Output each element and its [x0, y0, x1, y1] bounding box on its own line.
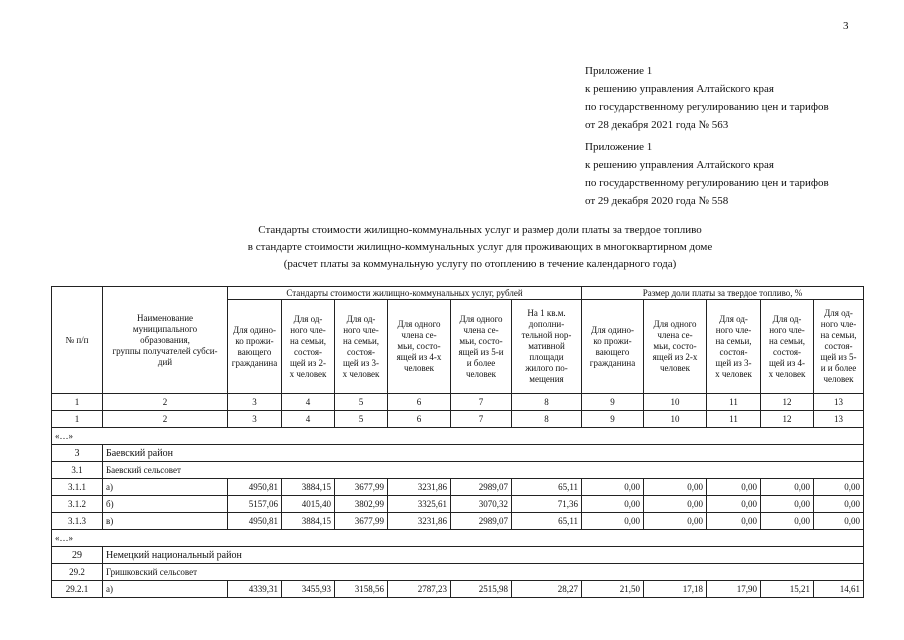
header-line: Для од-	[772, 313, 802, 324]
header-line: состоя-	[719, 346, 748, 357]
value-cell: 4339,31	[228, 581, 282, 598]
header-line: Для од-	[346, 313, 376, 324]
header-line: и и более	[820, 363, 857, 373]
header-line: ящей из 4-х	[396, 352, 442, 362]
header-line: мьи, состо-	[397, 341, 441, 351]
tariff-table	[51, 286, 864, 598]
col-number-cell: 2	[103, 411, 228, 428]
value-cell: 3677,99	[335, 513, 388, 530]
header-line: Для одино-	[591, 324, 634, 335]
header-line: состоя-	[773, 346, 801, 357]
header-line: Для одного	[653, 319, 697, 329]
col-number-cell: 4	[282, 411, 335, 428]
col-number-cell: 7	[451, 394, 512, 411]
header-line: мьи, состо-	[653, 341, 697, 351]
header-line: тельной нор-	[521, 330, 572, 340]
value-cell: 14,61	[814, 581, 864, 598]
value-cell: 71,36	[512, 496, 582, 513]
col-number-cell: 3	[228, 394, 282, 411]
value-cell: 0,00	[814, 479, 864, 496]
table-row	[52, 496, 864, 513]
col-number-cell: 8	[512, 411, 582, 428]
header-col-9	[582, 300, 644, 394]
header-line: образования,	[140, 334, 190, 345]
header-line: ящей из 2-х	[652, 352, 698, 362]
ellipsis-cell: «…»	[52, 530, 864, 547]
appendix-line: Приложение 1	[585, 141, 653, 153]
appendix-block-2	[585, 138, 829, 210]
region-row	[52, 445, 864, 462]
header-line: х человек	[768, 368, 806, 379]
header-line: щей из 4-	[768, 357, 806, 368]
header-line: ящей из 5-и	[458, 346, 504, 357]
header-line: на семьи,	[342, 335, 380, 346]
header-line: мьи, состо-	[459, 335, 503, 346]
row-number: 3.1.2	[52, 496, 103, 513]
header-col-7	[451, 300, 512, 394]
value-cell: 3884,15	[282, 479, 335, 496]
title-line: (расчет платы за коммунальную услугу по отоплению в течение календарного года)	[283, 258, 677, 270]
value-cell: 65,11	[512, 513, 582, 530]
value-cell: 3231,86	[388, 513, 451, 530]
value-cell: 2787,23	[388, 581, 451, 598]
header-col-3	[228, 300, 282, 394]
table-row	[52, 581, 864, 598]
header-line: х человек	[715, 368, 752, 379]
header-line: на семьи,	[715, 335, 752, 346]
header-line: на семьи,	[289, 335, 327, 346]
appendix-line: от 29 декабря 2020 года № 558	[585, 195, 729, 207]
value-cell: 28,27	[512, 581, 582, 598]
value-cell: 0,00	[761, 496, 814, 513]
header-line: человек	[465, 368, 497, 379]
value-cell: 65,11	[512, 479, 582, 496]
header-col-12	[761, 300, 814, 394]
header-col-13	[814, 300, 864, 394]
col-number-cell: 7	[451, 411, 512, 428]
col-number-cell: 9	[582, 394, 644, 411]
col-number-cell: 11	[707, 411, 761, 428]
header-line: члена се-	[401, 330, 437, 340]
region-row	[52, 547, 864, 564]
header-line: человек	[403, 363, 435, 373]
col-number-cell: 8	[512, 394, 582, 411]
document-title	[40, 222, 904, 273]
value-cell: 0,00	[707, 479, 761, 496]
header-line: ного чле-	[290, 324, 326, 335]
header-line: состоя-	[294, 346, 322, 357]
appendix-line: по государственному регулированию цен и тарифов	[585, 177, 829, 189]
row-number: 29.2.1	[52, 581, 103, 598]
row-number: 3.1.3	[52, 513, 103, 530]
header-col-8	[512, 300, 582, 394]
header-line: х человек	[289, 368, 327, 379]
header-line: х человек	[342, 368, 380, 379]
value-cell: 3325,61	[388, 496, 451, 513]
header-line: состоя-	[824, 341, 853, 351]
header-line: Для од-	[719, 313, 748, 324]
header-col-5	[335, 300, 388, 394]
value-cell: 0,00	[644, 479, 707, 496]
col-number-cell: 2	[103, 394, 228, 411]
table-row	[52, 479, 864, 496]
ellipsis-row	[52, 428, 864, 445]
col-number-cell: 3	[228, 411, 282, 428]
header-line: ного чле-	[715, 324, 752, 335]
header-line: дий	[157, 356, 173, 367]
value-cell: 0,00	[814, 496, 864, 513]
appendix-line: Приложение 1	[585, 65, 653, 77]
header-line: щей из 5-	[820, 352, 857, 362]
header-group-costs: Стандарты стоимости жилищно-коммунальных услуг, рублей	[228, 287, 582, 300]
table-row	[52, 513, 864, 530]
header-col-4	[282, 300, 335, 394]
ellipsis-row	[52, 530, 864, 547]
value-cell: 15,21	[761, 581, 814, 598]
header-line: на семьи,	[768, 335, 806, 346]
value-cell: 2989,07	[451, 479, 512, 496]
council-name: Баевский сельсовет	[103, 462, 864, 479]
value-cell: 3070,32	[451, 496, 512, 513]
value-cell: 3455,93	[282, 581, 335, 598]
header-line: человек	[659, 363, 691, 373]
value-cell: 3884,15	[282, 513, 335, 530]
header-line: гражданина	[231, 357, 278, 368]
col-number-cell: 13	[814, 411, 864, 428]
col-number-cell: 10	[644, 394, 707, 411]
row-group: б)	[103, 496, 228, 513]
header-col-6	[388, 300, 451, 394]
row-number: 3.1.1	[52, 479, 103, 496]
value-cell: 3802,99	[335, 496, 388, 513]
header-line: ного чле-	[343, 324, 379, 335]
appendix-block-1	[585, 62, 829, 134]
col-number-cell: 5	[335, 394, 388, 411]
header-line: группы получателей субси-	[112, 345, 218, 356]
header-line: и более	[466, 357, 496, 368]
appendix-line: к решению управления Алтайского края	[585, 83, 774, 95]
header-line: члена се-	[463, 324, 499, 335]
column-number-row	[52, 411, 864, 428]
col-number-cell: 5	[335, 411, 388, 428]
header-line: ко прожи-	[593, 335, 632, 346]
header-line: Наименование	[136, 312, 194, 323]
title-line: в стандарте стоимости жилищно-коммунальных услуг для проживающих в многоквартирном доме	[247, 241, 713, 253]
header-line: на семьи,	[820, 330, 857, 340]
value-cell: 17,18	[644, 581, 707, 598]
col-number-cell: 1	[52, 394, 103, 411]
row-group: а)	[103, 479, 228, 496]
col-number-cell: 6	[388, 394, 451, 411]
col-number-cell: 6	[388, 411, 451, 428]
header-line: мативной	[528, 341, 565, 351]
value-cell: 4950,81	[228, 513, 282, 530]
row-group: в)	[103, 513, 228, 530]
header-line: щей из 3-	[342, 357, 380, 368]
header-line: ко прожи-	[235, 335, 274, 346]
page-number: 3	[843, 20, 849, 32]
council-row	[52, 564, 864, 581]
col-number-cell: 11	[707, 394, 761, 411]
header-line: ного чле-	[820, 319, 857, 329]
council-row	[52, 462, 864, 479]
value-cell: 4015,40	[282, 496, 335, 513]
header-line: дополни-	[528, 319, 565, 329]
header-line: Для од-	[824, 308, 853, 318]
header-name	[103, 287, 228, 394]
ellipsis-cell: «…»	[52, 428, 864, 445]
col-number-cell: 10	[644, 411, 707, 428]
value-cell: 3231,86	[388, 479, 451, 496]
header-line: жилого по-	[525, 363, 568, 373]
value-cell: 4950,81	[228, 479, 282, 496]
value-cell: 0,00	[707, 513, 761, 530]
value-cell: 2989,07	[451, 513, 512, 530]
column-number-row	[52, 394, 864, 411]
header-line: человек	[823, 374, 854, 384]
header-line: На 1 кв.м.	[527, 308, 566, 318]
region-number: 3	[52, 445, 103, 462]
row-group: а)	[103, 581, 228, 598]
value-cell: 21,50	[582, 581, 644, 598]
value-cell: 3677,99	[335, 479, 388, 496]
value-cell: 2515,98	[451, 581, 512, 598]
value-cell: 0,00	[761, 479, 814, 496]
header-col-10	[644, 300, 707, 394]
council-name: Гришковский сельсовет	[103, 564, 864, 581]
col-number-cell: 4	[282, 394, 335, 411]
value-cell: 0,00	[582, 479, 644, 496]
header-line: площади	[529, 352, 564, 362]
value-cell: 0,00	[761, 513, 814, 530]
appendix-line: к решению управления Алтайского края	[585, 159, 774, 171]
header-line: Для одного	[459, 313, 503, 324]
col-number-cell: 9	[582, 411, 644, 428]
header-line: Для од-	[293, 313, 323, 324]
appendix-line: от 28 декабря 2021 года № 563	[585, 119, 729, 131]
header-line: щей из 2-	[289, 357, 327, 368]
header-num: № п/п	[52, 287, 103, 394]
council-number: 3.1	[52, 462, 103, 479]
header-line: ного чле-	[769, 324, 805, 335]
col-number-cell: 13	[814, 394, 864, 411]
col-number-cell: 12	[761, 394, 814, 411]
value-cell: 17,90	[707, 581, 761, 598]
header-line: члена се-	[657, 330, 693, 340]
col-number-cell: 1	[52, 411, 103, 428]
value-cell: 5157,06	[228, 496, 282, 513]
col-number-cell: 12	[761, 411, 814, 428]
header-line: вающего	[595, 346, 630, 357]
header-line: гражданина	[589, 357, 636, 368]
header-line: Для одного	[397, 319, 441, 329]
appendix-line: по государственному регулированию цен и тарифов	[585, 101, 829, 113]
council-number: 29.2	[52, 564, 103, 581]
region-name: Немецкий национальный район	[103, 547, 864, 564]
header-line: щей из 3-	[715, 357, 752, 368]
region-name: Баевский район	[103, 445, 864, 462]
value-cell: 0,00	[582, 513, 644, 530]
header-line: муниципального	[132, 323, 198, 334]
value-cell: 0,00	[814, 513, 864, 530]
value-cell: 0,00	[582, 496, 644, 513]
header-line: Для одино-	[233, 324, 276, 335]
region-number: 29	[52, 547, 103, 564]
header-line: вающего	[237, 346, 272, 357]
header-line: мещения	[529, 374, 564, 384]
value-cell: 0,00	[707, 496, 761, 513]
value-cell: 0,00	[644, 513, 707, 530]
value-cell: 0,00	[644, 496, 707, 513]
header-col-11	[707, 300, 761, 394]
title-line: Стандарты стоимости жилищно-коммунальных услуг и размер доли платы за твердое топливо	[258, 224, 702, 236]
header-group-fuel-share: Размер доли платы за твердое топливо, %	[582, 287, 864, 300]
value-cell: 3158,56	[335, 581, 388, 598]
header-line: состоя-	[347, 346, 375, 357]
